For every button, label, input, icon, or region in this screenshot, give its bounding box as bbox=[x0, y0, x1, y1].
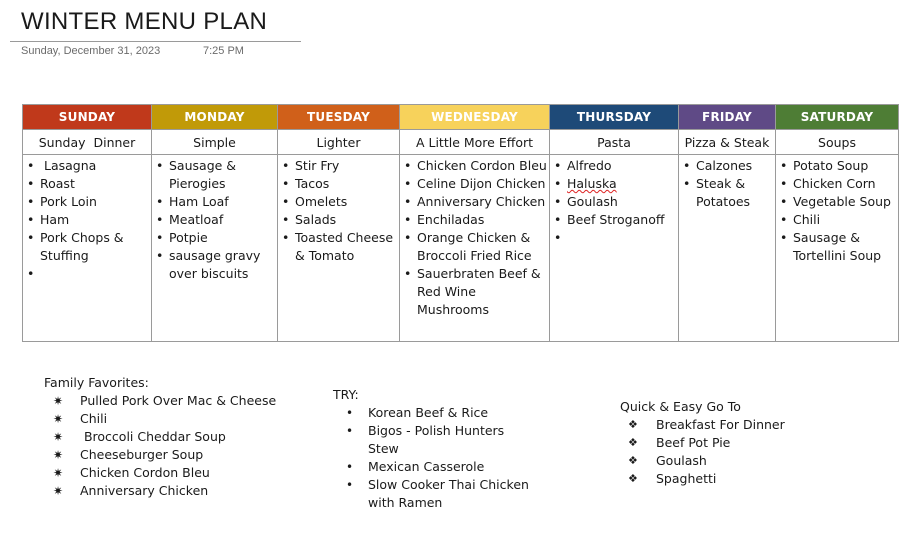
meal-item: • Chicken Corn bbox=[793, 175, 898, 193]
meal-item: • Alfredo bbox=[567, 157, 678, 175]
list-item: ✷ Pulled Pork Over Mac & Cheese bbox=[53, 393, 277, 408]
quick-easy-section bbox=[620, 398, 785, 488]
quick-easy-heading: Quick & Easy Go To bbox=[620, 399, 741, 414]
page-title: WINTER MENU PLAN bbox=[21, 8, 268, 35]
meal-item: • Calzones bbox=[696, 157, 775, 175]
list-item: ✷ Chili bbox=[53, 411, 108, 426]
family-favorites-section bbox=[44, 374, 276, 500]
meal-item: • Celine Dijon Chicken bbox=[417, 175, 549, 193]
day-header-wednesday: WEDNESDAY bbox=[400, 105, 550, 130]
meal-item-empty bbox=[567, 229, 678, 247]
meal-list bbox=[550, 157, 678, 247]
meal-list bbox=[23, 157, 151, 283]
title-divider bbox=[10, 41, 301, 42]
day-header-sunday: SUNDAY bbox=[23, 105, 152, 130]
day-items-sunday bbox=[23, 155, 152, 342]
meal-item: • Potato Soup bbox=[793, 157, 898, 175]
meal-item: • Steak & Potatoes bbox=[696, 175, 775, 211]
meal-item: • Beef Stroganoff bbox=[567, 211, 678, 229]
day-theme-wednesday: A Little More Effort bbox=[400, 130, 550, 155]
meal-item: • Ham bbox=[40, 211, 151, 229]
day-header-tuesday: TUESDAY bbox=[278, 105, 400, 130]
meal-item: • Enchiladas bbox=[417, 211, 549, 229]
try-list bbox=[333, 404, 533, 512]
list-item: ✷ Chicken Cordon Bleu bbox=[53, 465, 210, 480]
day-theme-saturday: Soups bbox=[776, 130, 899, 155]
meal-item-empty bbox=[40, 265, 151, 283]
dot-bullet-icon: • bbox=[346, 406, 354, 420]
list-item: ❖ Beef Pot Pie bbox=[628, 435, 731, 450]
meal-item: • Toasted Cheese & Tomato bbox=[295, 229, 399, 265]
day-theme-friday: Pizza & Steak bbox=[679, 130, 776, 155]
diamond-bullet-icon: ❖ bbox=[628, 454, 638, 467]
day-theme-sunday: Sunday Dinner bbox=[23, 130, 152, 155]
meal-item: • Anniversary Chicken bbox=[417, 193, 549, 211]
meal-item: • Roast bbox=[40, 175, 151, 193]
family-favorites-heading: Family Favorites: bbox=[44, 375, 149, 390]
dot-bullet-icon: • bbox=[346, 460, 354, 474]
day-items-wednesday bbox=[400, 155, 550, 342]
meal-item: • Salads bbox=[295, 211, 399, 229]
meal-item: • Potpie bbox=[169, 229, 277, 247]
meal-item: • Orange Chicken & Broccoli Fried Rice bbox=[417, 229, 549, 265]
list-item: ❖ Breakfast For Dinner bbox=[628, 417, 785, 432]
meal-item: • Sausage & Tortellini Soup bbox=[793, 229, 898, 265]
day-items-row bbox=[23, 155, 899, 342]
meal-item: • Sausage & Pierogies bbox=[169, 157, 277, 193]
asterisk-bullet-icon: ✷ bbox=[53, 394, 64, 408]
page-time: 7:25 PM bbox=[203, 45, 244, 57]
meal-item: • sausage gravy over biscuits bbox=[169, 247, 277, 283]
try-section bbox=[333, 386, 533, 512]
diamond-bullet-icon: ❖ bbox=[628, 436, 638, 449]
diamond-bullet-icon: ❖ bbox=[628, 472, 638, 485]
day-header-row bbox=[23, 105, 899, 130]
meal-item: • Omelets bbox=[295, 193, 399, 211]
day-theme-row bbox=[23, 130, 899, 155]
dot-bullet-icon: • bbox=[346, 478, 354, 492]
day-header-saturday: SATURDAY bbox=[776, 105, 899, 130]
day-items-tuesday bbox=[278, 155, 400, 342]
meal-item: • Meatloaf bbox=[169, 211, 277, 229]
list-item: • Bigos - Polish Hunters Stew bbox=[346, 423, 505, 456]
meal-item: • Vegetable Soup bbox=[793, 193, 898, 211]
day-items-friday bbox=[679, 155, 776, 342]
meal-list bbox=[679, 157, 775, 211]
meal-item: • Goulash bbox=[567, 193, 678, 211]
list-item: ✷ Anniversary Chicken bbox=[53, 483, 209, 498]
list-item: ❖ Goulash bbox=[628, 453, 707, 468]
meal-list bbox=[152, 157, 277, 283]
asterisk-bullet-icon: ✷ bbox=[53, 484, 64, 498]
page-date: Sunday, December 31, 2023 bbox=[21, 45, 161, 57]
meal-item: • Pork Loin bbox=[40, 193, 151, 211]
quick-easy-list bbox=[620, 416, 785, 488]
list-item: ✷ Broccoli Cheddar Soup bbox=[53, 429, 226, 444]
list-item: • Mexican Casserole bbox=[346, 459, 485, 474]
meal-item: • Haluska bbox=[567, 175, 678, 193]
day-header-monday: MONDAY bbox=[152, 105, 278, 130]
meal-item: • Chili bbox=[793, 211, 898, 229]
try-heading: TRY: bbox=[333, 387, 359, 402]
meal-item: • Lasagna bbox=[40, 157, 151, 175]
day-items-saturday bbox=[776, 155, 899, 342]
meal-item: • Ham Loaf bbox=[169, 193, 277, 211]
day-items-thursday bbox=[550, 155, 679, 342]
family-favorites-list bbox=[44, 392, 276, 500]
asterisk-bullet-icon: ✷ bbox=[53, 448, 64, 462]
meal-list bbox=[776, 157, 898, 265]
asterisk-bullet-icon: ✷ bbox=[53, 430, 64, 444]
meal-list bbox=[400, 157, 549, 319]
list-item: ✷ Cheeseburger Soup bbox=[53, 447, 204, 462]
list-item: ❖ Spaghetti bbox=[628, 471, 717, 486]
list-item: • Slow Cooker Thai Chicken with Ramen bbox=[346, 477, 529, 510]
meal-item: • Chicken Cordon Bleu bbox=[417, 157, 549, 175]
asterisk-bullet-icon: ✷ bbox=[53, 466, 64, 480]
dot-bullet-icon: • bbox=[346, 424, 354, 438]
day-theme-thursday: Pasta bbox=[550, 130, 679, 155]
day-theme-tuesday: Lighter bbox=[278, 130, 400, 155]
list-item: • Korean Beef & Rice bbox=[346, 405, 489, 420]
asterisk-bullet-icon: ✷ bbox=[53, 412, 64, 426]
day-items-monday bbox=[152, 155, 278, 342]
meal-list bbox=[278, 157, 399, 265]
weekly-menu-table bbox=[22, 104, 899, 342]
day-header-friday: FRIDAY bbox=[679, 105, 776, 130]
day-theme-monday: Simple bbox=[152, 130, 278, 155]
day-header-thursday: THURSDAY bbox=[550, 105, 679, 130]
meal-item: • Stir Fry bbox=[295, 157, 399, 175]
diamond-bullet-icon: ❖ bbox=[628, 418, 638, 431]
meal-item: • Tacos bbox=[295, 175, 399, 193]
meal-item: • Pork Chops & Stuffing bbox=[40, 229, 151, 265]
meal-item: • Sauerbraten Beef & Red Wine Mushrooms bbox=[417, 265, 549, 319]
